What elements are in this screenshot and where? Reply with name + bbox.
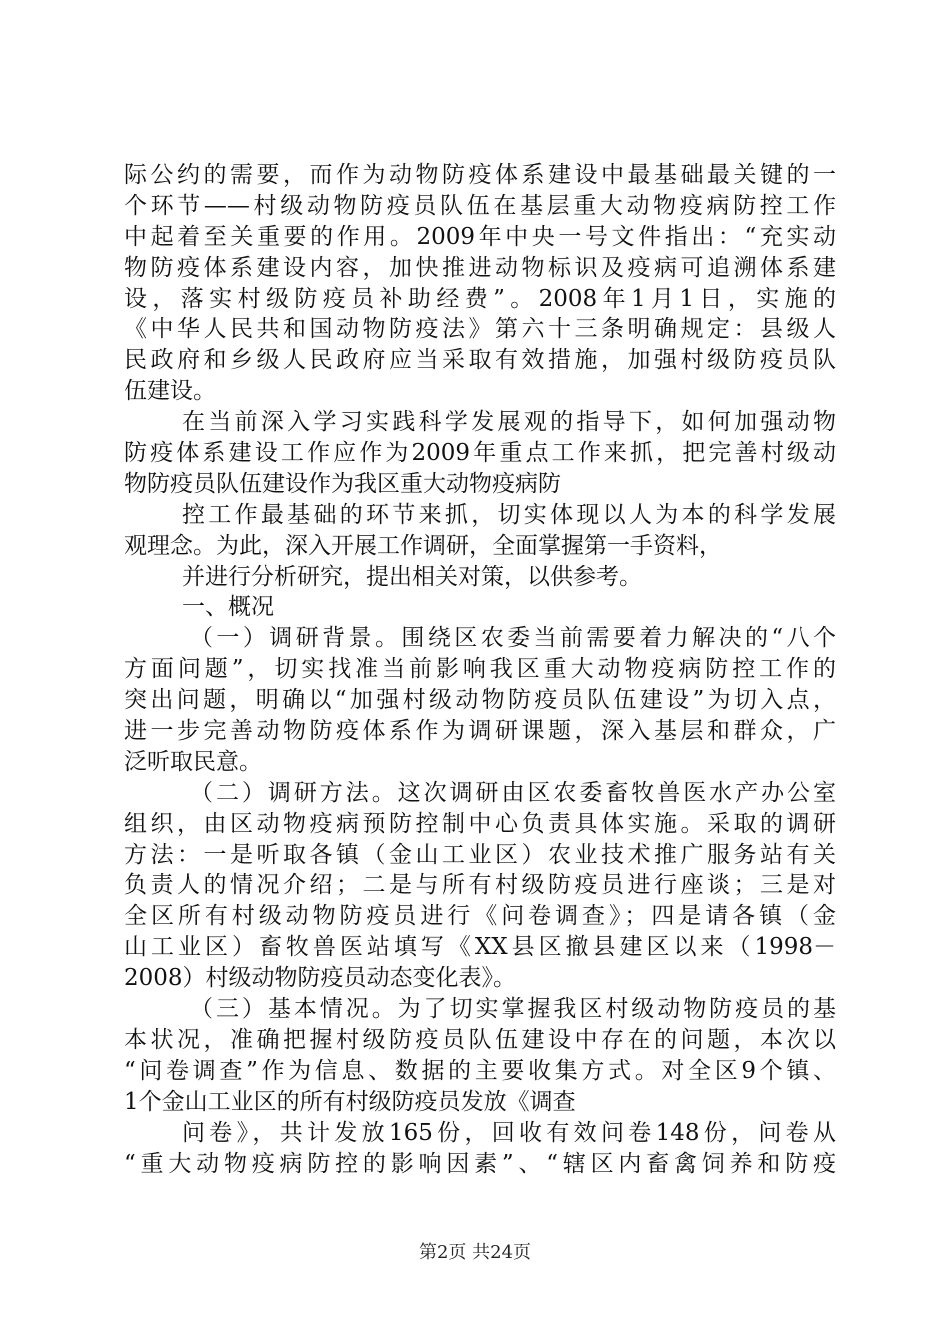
text-line: 伍建设。 xyxy=(124,378,216,405)
text-line: 控工作最基础的环节来抓，切实体现以人为本的科学发展 xyxy=(182,501,836,528)
text-line: 泛听取民意。 xyxy=(124,748,262,775)
text-line: 观理念。为此，深入开展工作调研，全面掌握第一手资料， xyxy=(124,532,722,559)
text-line: 本状况，准确把握村级防疫员队伍建设中存在的问题，本次以 xyxy=(124,1026,836,1053)
text-line: 一、概况 xyxy=(182,594,274,621)
text-line: 际公约的需要，而作为动物防疫体系建设中最基础最关键的一 xyxy=(124,162,836,188)
text-line: 全区所有村级动物防疫员进行《问卷调查》；四是请各镇（金 xyxy=(124,903,836,930)
text-line: “重大动物疫病防控的影响因素”、“辖区内畜禽饲养和防疫 xyxy=(124,1150,836,1177)
text-line: 1个金山工业区的所有村级防疫员发放《调查 xyxy=(124,1088,576,1115)
text-line: 负责人的情况介绍；二是与所有村级防疫员进行座谈；三是对 xyxy=(124,872,836,899)
text-line: 防疫体系建设工作应作为2009年重点工作来抓，把完善村级动 xyxy=(124,440,836,467)
text-line: 物防疫员队伍建设作为我区重大动物疫病防 xyxy=(124,470,561,497)
text-line: 民政府和乡级人民政府应当采取有效措施，加强村级防疫员队 xyxy=(124,347,836,374)
text-line: 设，落实村级防疫员补助经费”。2008年1月1日，实施的 xyxy=(124,285,836,312)
text-line: 突出问题，明确以“加强村级动物防疫员队伍建设”为切入点， xyxy=(124,687,836,714)
text-line: 山工业区）畜牧兽医站填写《XX县区撤县建区以来（1998－ xyxy=(124,934,836,961)
text-line: （一）调研背景。围绕区农委当前需要着力解决的“八个 xyxy=(190,625,836,652)
text-line: 个环节——村级动物防疫员队伍在基层重大动物疫病防控工作 xyxy=(124,192,836,219)
text-line: 中起着至关重要的作用。2009年中央一号文件指出：“充实动 xyxy=(124,223,836,250)
text-line: 物防疫体系建设内容，加快推进动物标识及疫病可追溯体系建 xyxy=(124,254,836,281)
text-line: 组织，由区动物疫病预防控制中心负责具体实施。采取的调研 xyxy=(124,810,836,837)
page-footer: 第2页 共24页 xyxy=(418,1242,532,1263)
text-line: 方面问题”，切实找准当前影响我区重大动物疫病防控工作的 xyxy=(124,656,836,683)
text-line: 方法：一是听取各镇（金山工业区）农业技术推广服务站有关 xyxy=(124,841,836,868)
body-text xyxy=(124,160,836,1179)
text-line: 问卷》，共计发放165份，回收有效问卷148份，问卷从 xyxy=(182,1119,836,1146)
text-line: 进一步完善动物防疫体系作为调研课题，深入基层和群众，广 xyxy=(124,718,836,745)
text-line: 《中华人民共和国动物防疫法》第六十三条明确规定：县级人 xyxy=(124,316,836,343)
text-line: 并进行分析研究，提出相关对策，以供参考。 xyxy=(182,563,642,590)
text-line: （二）调研方法。这次调研由区农委畜牧兽医水产办公室 xyxy=(190,779,836,806)
text-line: 2008）村级动物防疫员动态变化表》。 xyxy=(124,965,517,992)
text-line: 在当前深入学习实践科学发展观的指导下，如何加强动物 xyxy=(182,409,836,436)
text-line: （三）基本情况。为了切实掌握我区村级动物防疫员的基 xyxy=(190,996,836,1023)
text-line: “问卷调查”作为信息、数据的主要收集方式。对全区9个镇、 xyxy=(124,1057,836,1084)
